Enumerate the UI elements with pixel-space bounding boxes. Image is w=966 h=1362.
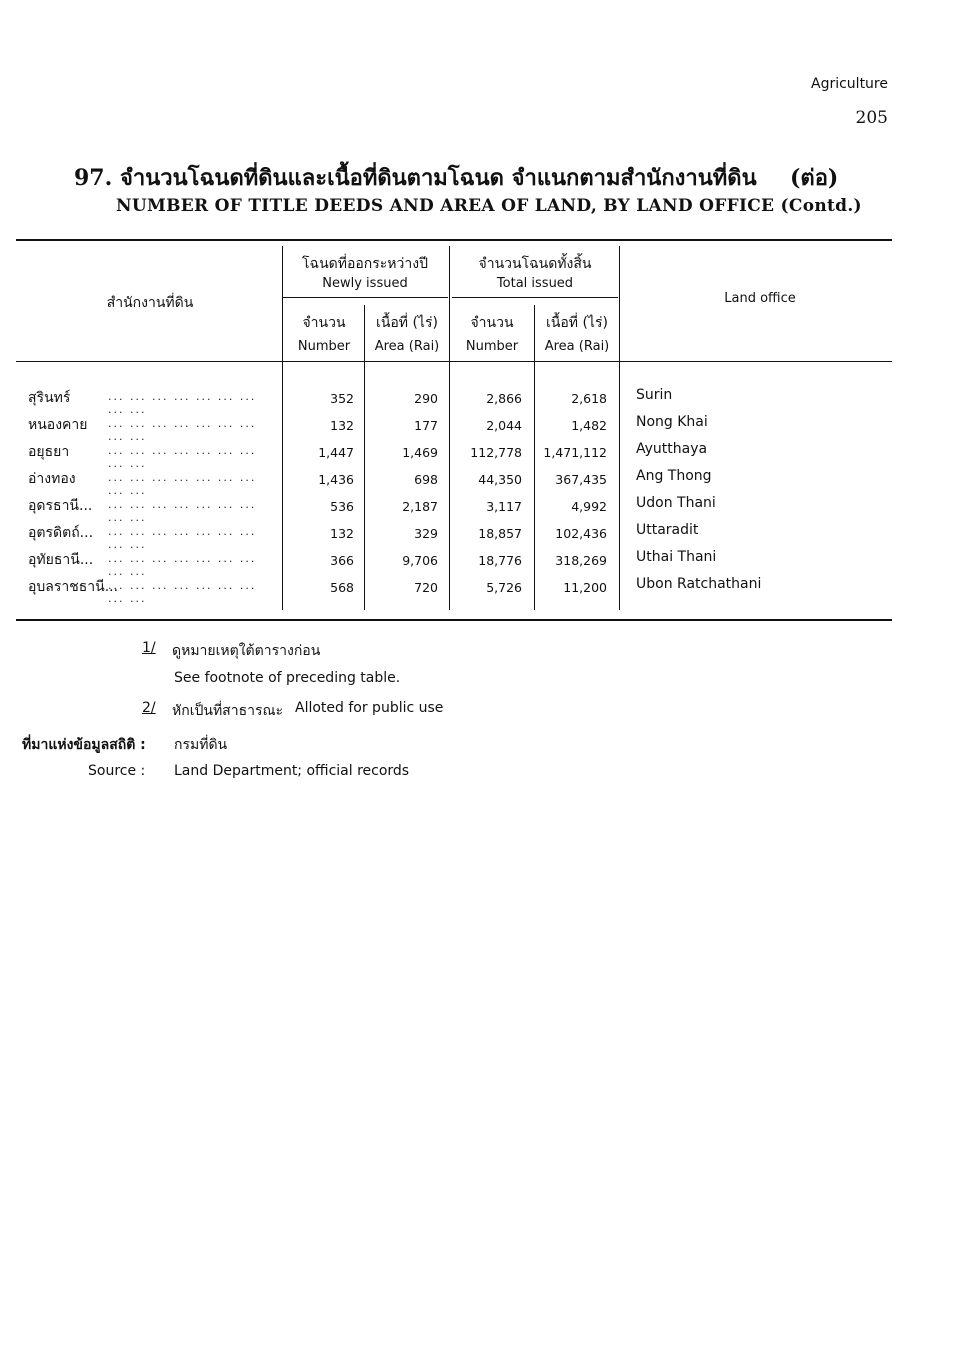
sub-new-number-thai: จำนวน — [302, 315, 346, 331]
row-office-english: Uthai Thani — [636, 549, 717, 565]
cell-total-area: 318,269 — [555, 553, 607, 568]
row-leader-dots: ... ... ... ... ... ... ... ... ... — [108, 444, 257, 470]
cell-total-area: 4,992 — [571, 499, 607, 514]
sub-new-number-english: Number — [297, 339, 351, 354]
group-new-underline — [282, 297, 448, 298]
cell-total-number: 44,350 — [478, 472, 522, 487]
section-label: Agriculture — [811, 76, 888, 92]
cell-new-area: 9,706 — [402, 553, 438, 568]
table-bottom-rule — [16, 619, 892, 621]
row-office-thai: อุตรดิตถ์... — [28, 525, 94, 541]
sub-new-area-english: Area (Rai) — [374, 339, 440, 354]
row-leader-dots: ... ... ... ... ... ... ... ... ... — [108, 390, 257, 416]
table-top-rule — [16, 239, 892, 241]
cell-total-number: 5,726 — [486, 580, 522, 595]
cell-new-number: 568 — [330, 580, 354, 595]
footnote-2-thai: หักเป็นที่สาธารณะ — [172, 703, 284, 719]
row-leader-dots: ... ... ... ... ... ... ... ... ... — [108, 498, 257, 524]
vline-2 — [364, 305, 365, 610]
group-new-thai: โฉนดที่ออกระหว่างปี — [302, 256, 428, 272]
row-office-thai: อยุธยา — [28, 444, 70, 460]
col-office-english: Land office — [724, 291, 796, 306]
sub-total-area-thai: เนื้อที่ (ไร่) — [546, 315, 608, 331]
sub-new-area-thai: เนื้อที่ (ไร่) — [376, 315, 438, 331]
cell-new-area: 2,187 — [402, 499, 438, 514]
row-office-english: Ayutthaya — [636, 441, 708, 457]
row-office-english: Udon Thani — [636, 495, 716, 511]
cell-new-number: 1,447 — [318, 445, 354, 460]
footnote-1-mark: 1/ — [142, 640, 156, 656]
row-office-thai: อุดรธานี... — [28, 498, 93, 514]
title-thai — [74, 160, 839, 195]
row-office-english: Surin — [636, 387, 673, 403]
row-leader-dots: ... ... ... ... ... ... ... ... ... — [108, 525, 257, 551]
row-office-thai: อ่างทอง — [28, 471, 76, 487]
row-office-thai: หนองคาย — [28, 417, 88, 433]
group-total-english: Total issued — [496, 276, 574, 291]
title-english-contd: (Contd.) — [780, 196, 862, 216]
group-total-underline — [452, 297, 618, 298]
row-office-english: Nong Khai — [636, 414, 708, 430]
source-english: Land Department; official records — [174, 763, 410, 779]
title-english — [116, 196, 862, 216]
cell-new-area: 329 — [414, 526, 438, 541]
row-leader-dots: ... ... ... ... ... ... ... ... ... — [108, 579, 257, 605]
vline-3 — [449, 246, 450, 610]
cell-total-number: 3,117 — [486, 499, 522, 514]
sub-total-area-english: Area (Rai) — [544, 339, 610, 354]
sub-total-number-thai: จำนวน — [470, 315, 514, 331]
cell-new-number: 352 — [330, 391, 354, 406]
group-total-thai: จำนวนโฉนดทั้งสิ้น — [478, 256, 592, 272]
title-thai-text: จำนวนโฉนดที่ดินและเนื้อที่ดินตามโฉนด จำแนกตามสำนักงานที่ดิน — [119, 165, 757, 191]
row-office-english: Uttaradit — [636, 522, 699, 538]
row-office-thai: อุบลราชธานี... — [28, 579, 119, 595]
cell-new-number: 536 — [330, 499, 354, 514]
cell-new-area: 1,469 — [402, 445, 438, 460]
footnote-1-english: See footnote of preceding table. — [174, 670, 401, 686]
vline-1 — [282, 246, 283, 610]
cell-total-area: 11,200 — [563, 580, 607, 595]
cell-total-number: 2,044 — [486, 418, 522, 433]
cell-new-number: 1,436 — [318, 472, 354, 487]
cell-total-area: 1,471,112 — [543, 445, 607, 460]
cell-new-number: 132 — [330, 526, 354, 541]
cell-total-area: 1,482 — [571, 418, 607, 433]
cell-new-area: 290 — [414, 391, 438, 406]
cell-new-area: 177 — [414, 418, 438, 433]
footnote-2-english: Alloted for public use — [295, 700, 444, 716]
cell-new-area: 720 — [414, 580, 438, 595]
cell-total-area: 2,618 — [571, 391, 607, 406]
cell-total-number: 18,857 — [478, 526, 522, 541]
row-office-english: Ubon Ratchathani — [636, 576, 762, 592]
title-thai-contd: (ต่อ) — [790, 165, 839, 191]
cell-new-number: 132 — [330, 418, 354, 433]
group-new-english: Newly issued — [322, 276, 408, 291]
source-thai: กรมที่ดิน — [174, 737, 228, 753]
page-number: 205 — [855, 108, 888, 128]
cell-new-area: 698 — [414, 472, 438, 487]
footnote-2-mark: 2/ — [142, 700, 156, 716]
cell-total-number: 2,866 — [486, 391, 522, 406]
table-number: 97. — [74, 165, 113, 191]
cell-total-area: 367,435 — [555, 472, 607, 487]
row-office-english: Ang Thong — [636, 468, 712, 484]
vline-4 — [534, 305, 535, 610]
row-office-thai: อุทัยธานี... — [28, 552, 94, 568]
row-leader-dots: ... ... ... ... ... ... ... ... ... — [108, 552, 257, 578]
row-leader-dots: ... ... ... ... ... ... ... ... ... — [108, 417, 257, 443]
cell-new-number: 366 — [330, 553, 354, 568]
footnote-1-thai: ดูหมายเหตุใต้ตารางก่อน — [172, 643, 321, 659]
col-office-thai: สำนักงานที่ดิน — [106, 295, 194, 311]
title-english-text: NUMBER OF TITLE DEEDS AND AREA OF LAND, BY LAND OFFICE — [116, 196, 775, 216]
header-bottom-rule — [16, 361, 892, 362]
cell-total-number: 112,778 — [470, 445, 522, 460]
source-label-english: Source : — [88, 763, 146, 779]
vline-5 — [619, 246, 620, 610]
cell-total-area: 102,436 — [555, 526, 607, 541]
row-leader-dots: ... ... ... ... ... ... ... ... ... — [108, 471, 257, 497]
row-office-thai: สุรินทร์ — [28, 390, 71, 406]
sub-total-number-english: Number — [465, 339, 519, 354]
cell-total-number: 18,776 — [478, 553, 522, 568]
source-label-thai: ที่มาแห่งข้อมูลสถิติ : — [22, 737, 146, 753]
